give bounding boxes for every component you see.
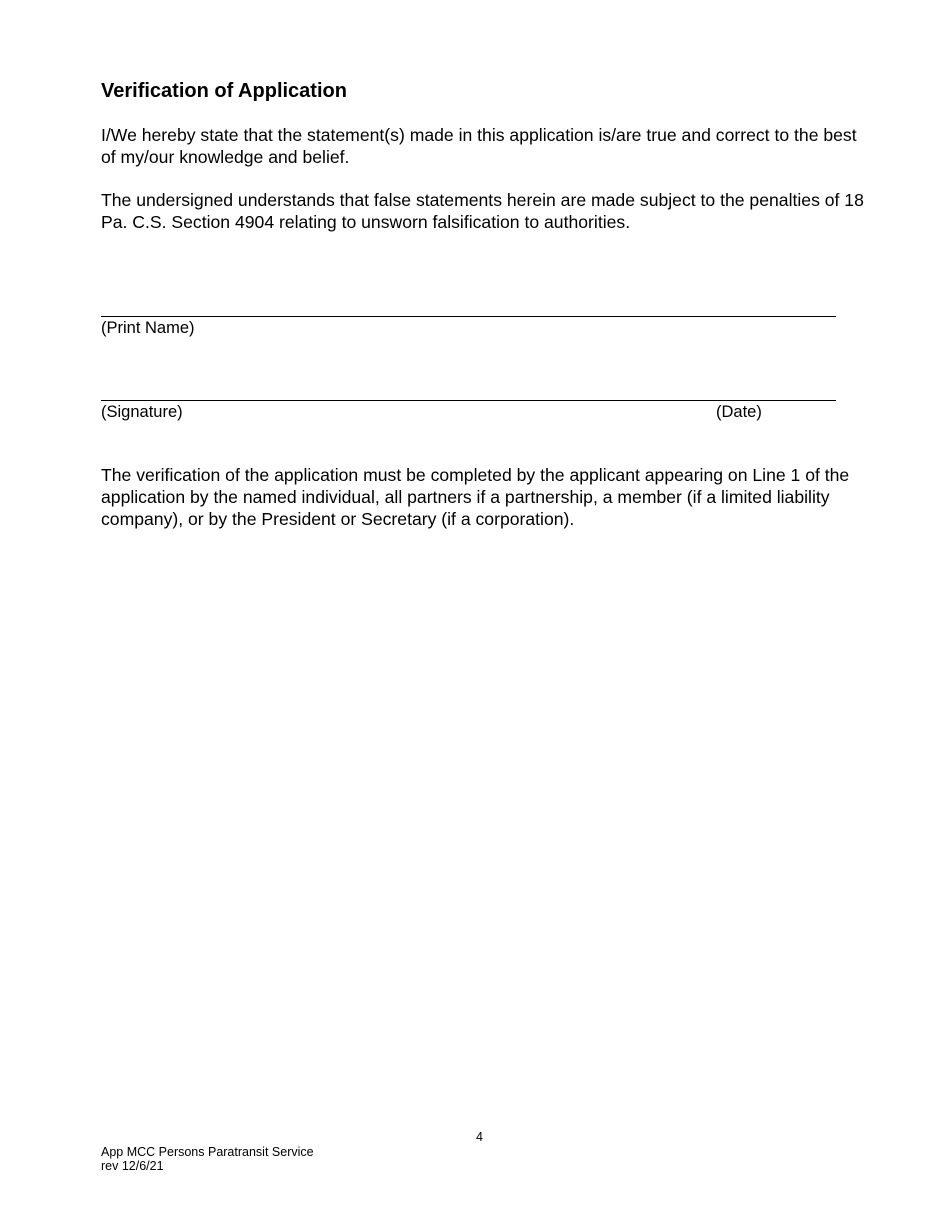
instructions-paragraph: The verification of the application must be completed by the applicant appearing on Line 1 of the application by the named individual, all partners if a partnership, a member (if a limited liability company), or by the President or Secretary (if a corporation). [101,465,850,529]
footer-form-name: App MCC Persons Paratransit Service [101,1145,314,1159]
statement-paragraph: I/We hereby state that the statement(s) made in this application is/are true and correct to the best of my/our knowledge and belief. [101,125,857,167]
page-number: 4 [476,1130,483,1144]
signature-label: (Signature) [101,403,183,421]
print-name-label: (Print Name) [101,319,195,337]
page-title: Verification of Application [101,80,347,102]
penalty-paragraph: The undersigned understands that false statements herein are made subject to the penalties of 18 Pa. C.S. Section 4904 relating to unsworn falsification to authorities. [101,190,864,232]
date-label: (Date) [716,403,762,421]
footer-revision: rev 12/6/21 [101,1159,164,1173]
print-name-line[interactable] [101,316,836,317]
signature-date-line[interactable] [101,400,836,401]
